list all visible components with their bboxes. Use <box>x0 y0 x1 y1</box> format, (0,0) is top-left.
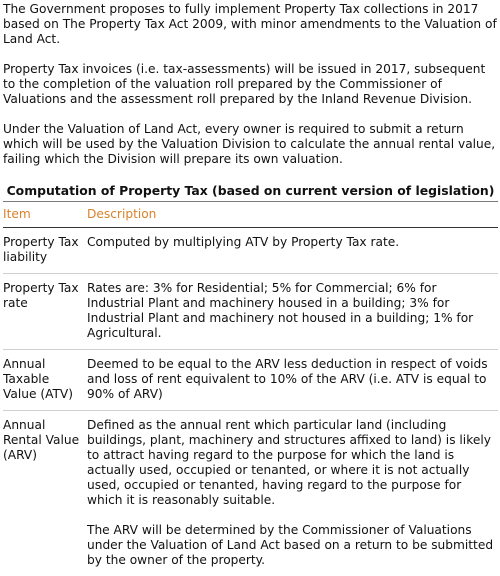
row-description <box>87 274 498 349</box>
intro-paragraph-2: Property Tax invoices (i.e. tax-assessments) will be issued in 2017, subsequent to the completion of the valuation roll prepared by the Commissioner of Valuations and the assessment roll prepared by the Inland Revenue Division. <box>3 62 486 106</box>
table-title: Computation of Property Tax (based on current version of legislation) <box>3 181 498 202</box>
document-page <box>0 2 500 567</box>
row-item-label: Annual Rental Value (ARV) <box>3 418 80 462</box>
row-item-label: Property Tax liability <box>3 235 79 264</box>
intro-section <box>3 2 498 167</box>
table-row <box>3 350 498 411</box>
row-description-text: Rates are: 3% for Residential; 5% for Commercial; 6% for Industrial Plant and machinery housed in a building; 3% for Industrial Plant and machinery not housed in a building; 1% for Agricultural. <box>87 281 474 340</box>
table-row <box>3 411 498 576</box>
intro-paragraph-1: The Government proposes to fully implement Property Tax collections in 2017 based on The Property Tax Act 2009, with minor amendments to the Valuation of Land Act. <box>3 2 497 46</box>
row-description <box>87 350 498 410</box>
property-tax-table <box>3 202 498 576</box>
row-description-text: Defined as the annual rent which particular land (including buildings, plant, machinery and structures affixed to land) is likely to attract having regard to the purpose for which the land is actually used, occupied or tenanted, or where it is not actually used, occupied or tenanted, having regard to the purpose for which it is reasonably suitable. <box>87 418 491 507</box>
table-row <box>3 274 498 350</box>
column-header-description: Description <box>87 207 157 221</box>
row-item-label: Property Tax rate <box>3 281 79 310</box>
row-description-text: Computed by multiplying ATV by Property Tax rate. <box>87 235 400 249</box>
row-description <box>87 228 498 273</box>
table-row <box>3 228 498 274</box>
column-header-item: Item <box>3 207 31 221</box>
row-description <box>87 411 498 576</box>
intro-paragraph-3: Under the Valuation of Land Act, every owner is required to submit a return which will be used by the Valuation Division to calculate the annual rental value, failing which the Division will prepare its own valuation. <box>3 122 496 166</box>
table-header-row <box>3 202 498 228</box>
row-description-text: The ARV will be determined by the Commissioner of Valuations under the Valuation of Land Act based on a return to be submitted by the owner of the property. <box>87 523 494 567</box>
row-description-text: Deemed to be equal to the ARV less deduction in respect of voids and loss of rent equivalent to 10% of the ARV (i.e. ATV is equal to 90% of ARV) <box>87 357 488 401</box>
row-item-label: Annual Taxable Value (ATV) <box>3 357 74 401</box>
